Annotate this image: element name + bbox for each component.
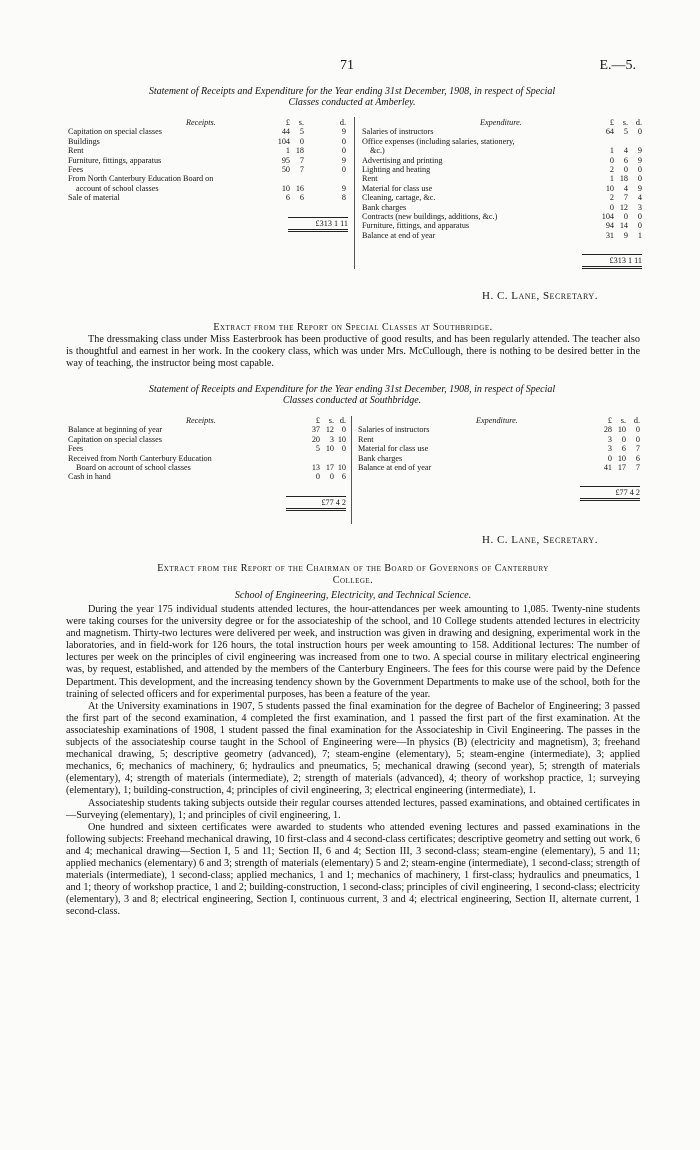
amount-d: 3 [637, 202, 642, 212]
table-row [358, 463, 640, 472]
row-label: &c.) [370, 146, 385, 156]
amount-s: 6 [299, 193, 304, 203]
amount-l: 6 [285, 193, 290, 203]
amberley-receipts-table [68, 118, 348, 232]
row-label: Furniture, fittings, apparatus [68, 155, 162, 165]
table-row [362, 165, 642, 174]
southbridge-report-heading: Extract from the Report on Special Classes at Southbridge. [213, 322, 493, 333]
table-row [68, 472, 346, 481]
table-row [68, 146, 348, 155]
currency-s-header: s. [298, 118, 304, 127]
amount-l: 64 [605, 127, 614, 137]
amount-l: 0 [609, 155, 614, 165]
total-amount: £77 4 2 [615, 488, 640, 498]
total-amount: £313 1 11 [315, 218, 348, 228]
row-label: Cleaning, cartage, &c. [362, 193, 436, 203]
paragraph: At the University examinations in 1907, 5 students passed the final examination for the degree of Bachelor of Engineering; 3 passed the first part of the second examination, 4 completed the first examination, and 1 passed the first part of the first examination. At the associateship examinations of 1908, 1 student passed the final examination for the Associateship in Civil Engineering. The passes in the subjects of the associateship course taught in the School of Engineering were—In physics (B) (electricity and magnetism), 3; freehand mechanical drawing, 5; descriptive geometry (advanced), 7; steam-engine (elementary), 5; steam-engine (intermediate), 3; applied mechanics, 6; mechanics of machinery, 6; hydraulics and pneumatics, 5; mechanical drawing (second year), 5; strength of materials (elementary), 4; strength of materials (intermediate), 2; strength of materials (advanced), 4; theory of workshop practice, 1; surveying (elementary), 1; building-construction, 4; principles of civil engineering, 3; electrical engineering (intermediate), 1. [66, 700, 640, 797]
amount-l: 95 [281, 155, 290, 165]
row-label: From North Canterbury Education Board on [68, 174, 214, 184]
row-label: Salaries of instructors [362, 127, 434, 137]
amount-s: 0 [299, 136, 304, 146]
table-header-row [68, 416, 346, 425]
amount-d: 10 [337, 434, 346, 444]
row-label: Material for class use [358, 444, 429, 454]
amount-s: 9 [623, 230, 628, 240]
table-row [362, 212, 642, 221]
amount-s: 7 [623, 193, 628, 203]
row-label: Rent [362, 174, 378, 184]
amount-d: 6 [635, 453, 640, 463]
amount-d: 9 [341, 127, 346, 137]
currency-l-header: £ [609, 118, 614, 127]
row-label: Balance at beginning of year [68, 425, 163, 435]
table-row [358, 435, 640, 444]
currency-s-header: s. [622, 118, 628, 127]
amount-l: 31 [605, 230, 614, 240]
amount-d: 0 [637, 164, 642, 174]
amount-d: 0 [637, 127, 642, 137]
row-label: account of school classes [76, 183, 159, 193]
row-label: Bank charges [362, 202, 407, 212]
row-label: Bank charges [358, 453, 403, 463]
row-label: Contracts (new buildings, additions, &c.) [362, 211, 498, 221]
amount-d: 4 [637, 193, 642, 203]
total-amount: £77 4 2 [321, 497, 346, 507]
amount-s: 7 [299, 164, 304, 174]
amount-l: 3 [607, 444, 612, 454]
paragraph: During the year 175 individual students attended lectures, the hour-attendances per week amounting to 1,085. Twenty-nine students were taking courses for the university degree or for the associateship of the school, and 10 College students attended lectures in electricity and magnetism. Thirty-two lectures were delivered per week, and instruction was given in drawing and designing, experimental work in the laboratories, and in field-work for 126 hours, the total instruction hours per week amounting to 158. Additional lectures: The number of lectures per week on the principles of civil engineering was increased from one to two. A special course in military electrical engineering was, by request, established, and attended by the members of the Canterbury Engineers. The fees for this course were paid by the Defence Department. This development, and the increasing tendency shown by the Government Departments to make use of the school, both for the training of selected officers and for experimental purposes, has been a feature of the year. [66, 604, 640, 700]
amount-d: 0 [637, 221, 642, 231]
total-row [582, 254, 642, 269]
amount-s: 16 [295, 183, 304, 193]
college-report-body [66, 604, 640, 918]
table-row [68, 435, 346, 444]
southbridge-signature: H. C. Lane, Secretary. [482, 534, 598, 546]
amount-d: 0 [341, 164, 346, 174]
row-label: Material for class use [362, 183, 433, 193]
row-label: Fees [68, 444, 84, 454]
amount-s: 17 [325, 462, 334, 472]
amount-d: 9 [341, 183, 346, 193]
amount-s: 14 [619, 221, 628, 231]
column-heading: Receipts. [186, 416, 216, 425]
table-header-row [68, 118, 348, 127]
amount-d: 0 [635, 425, 640, 435]
amberley-statement-title: Statement of Receipts and Expenditure for the Year ending 31st December, 1908, in respect of Special Classes conducted at Amberley. [148, 86, 556, 108]
currency-l-header: £ [607, 416, 612, 425]
table-row [362, 174, 642, 183]
table-divider [351, 416, 352, 524]
row-label: Rent [68, 146, 84, 156]
amount-d: 6 [341, 472, 346, 482]
amount-l: 1 [285, 146, 290, 156]
amberley-signature: H. C. Lane, Secretary. [482, 290, 598, 302]
table-row [362, 127, 642, 136]
row-label: Buildings [68, 136, 100, 146]
total-amount: £313 1 11 [609, 256, 642, 266]
amount-d: 8 [341, 193, 346, 203]
table-row [362, 193, 642, 202]
amount-s: 6 [621, 444, 626, 454]
table-row [362, 146, 642, 155]
amount-s: 10 [617, 425, 626, 435]
row-label: Office expenses (including salaries, stationery, [362, 136, 515, 146]
amount-s: 0 [623, 211, 628, 221]
table-row [362, 156, 642, 165]
table-row [68, 444, 346, 453]
amount-l: 37 [311, 425, 320, 435]
row-label: Capitation on special classes [68, 127, 162, 137]
amount-d: 1 [637, 230, 642, 240]
amount-s: 6 [623, 155, 628, 165]
currency-d-header: d. [635, 118, 642, 127]
amount-s: 18 [619, 174, 628, 184]
table-row [68, 425, 346, 434]
table-row [362, 221, 642, 230]
column-heading: Expenditure. [480, 118, 522, 127]
amount-s: 10 [325, 444, 334, 454]
row-label: Board on account of school classes [76, 462, 191, 472]
table-divider [354, 117, 355, 269]
amount-s: 7 [299, 155, 304, 165]
table-row [358, 454, 640, 463]
amount-s: 17 [617, 462, 626, 472]
column-heading: Expenditure. [476, 416, 518, 425]
table-row [68, 193, 348, 202]
amount-l: 104 [601, 211, 614, 221]
amount-l: 0 [607, 453, 612, 463]
amount-l: 1 [609, 174, 614, 184]
amount-s: 4 [623, 183, 628, 193]
row-label: Capitation on special classes [68, 434, 162, 444]
amberley-expenditure-table [362, 118, 642, 269]
amount-l: 104 [277, 136, 290, 146]
row-label: Advertising and printing [362, 155, 443, 165]
table-row [68, 454, 346, 463]
total-row [288, 217, 348, 232]
row-label: Furniture, fittings, and apparatus [362, 221, 470, 231]
total-row [580, 486, 640, 501]
college-report-subheading: School of Engineering, Electricity, and Technical Science. [234, 590, 472, 601]
amount-d: 9 [341, 155, 346, 165]
southbridge-receipts-table [68, 416, 346, 511]
table-row [362, 137, 642, 146]
table-header-row [358, 416, 640, 425]
currency-l-header: £ [315, 416, 320, 425]
table-row [358, 425, 640, 434]
amount-s: 0 [329, 472, 334, 482]
amount-s: 5 [299, 127, 304, 137]
amount-s: 0 [621, 434, 626, 444]
currency-d-header: d. [633, 416, 640, 425]
amount-d: 0 [341, 146, 346, 156]
amount-l: 2 [609, 193, 614, 203]
amount-s: 0 [623, 164, 628, 174]
table-row [68, 137, 348, 146]
amount-d: 9 [637, 146, 642, 156]
amount-d: 0 [635, 434, 640, 444]
amount-l: 10 [605, 183, 614, 193]
amount-s: 18 [295, 146, 304, 156]
amount-s: 5 [623, 127, 628, 137]
currency-s-header: s. [328, 416, 334, 425]
college-report-heading: Extract from the Report of the Chairman of the Board of Governors of Canterbury College. [157, 563, 549, 586]
currency-s-header: s. [620, 416, 626, 425]
currency-d-header: d. [339, 118, 346, 127]
amount-d: 0 [341, 425, 346, 435]
currency-d-header: d. [339, 416, 346, 425]
amount-s: 3 [329, 434, 334, 444]
amount-s: 4 [623, 146, 628, 156]
table-row [68, 127, 348, 136]
amount-d: 0 [637, 211, 642, 221]
amount-l: 44 [281, 127, 290, 137]
paragraph: One hundred and sixteen certificates were awarded to students who attended evening lectures and passed examinations in the following subjects: Freehand mechanical drawing, 10 first-class and 4 second-class certificates; descriptive geometry and setting out work, 6 and 4; mechanical drawing—Section I, 5 and 11; Section II, 6 and 4; Section III, 3 second-class; steam-engine (elementary), 5 and 11; applied mechanics (elementary) 6 and 3; strength of materials (elementary) 5 and 2; steam-engine (intermediate), 1 second-class; strength of materials (intermediate), 1 second-class; applied mechanics, 1 and 1; mechanics of machinery, 1 first-class; hydraulics and pneumatics, 1 and 1; theory of workshop practice, 1 and 2; building-construction, 1 second-class; principles of civil engineering, 1 second-class; electricity (elementary), 3 and 8; electrical engineering, Section I, continuous current, 3 and 4; electrical engineering, Section II, alternate current, 1 second-class. [66, 821, 641, 918]
row-label: Received from North Canterbury Education [68, 453, 212, 463]
amount-l: 0 [609, 202, 614, 212]
amount-l: 28 [603, 425, 612, 435]
southbridge-statement-title: Statement of Receipts and Expenditure for the Year ending 31st December, 1908, in respect of Special Classes conducted at Southbridge. [148, 384, 556, 406]
total-row [286, 496, 346, 511]
amount-d: 9 [637, 183, 642, 193]
amount-d: 0 [341, 444, 346, 454]
amount-l: 3 [607, 434, 612, 444]
amount-l: 1 [609, 146, 614, 156]
row-label: Sale of material [68, 193, 120, 203]
table-row [68, 184, 348, 193]
page-number: 71 [340, 58, 354, 73]
row-label: Lighting and heating [362, 164, 431, 174]
table-row [362, 231, 642, 240]
table-row [68, 463, 346, 472]
amount-l: 5 [315, 444, 320, 454]
southbridge-report-text: The dressmaking class under Miss Easterbrook has been productive of good results, and has been regularly attended. The teacher also is thoughtful and earnest in her work. In the cookery class, which was under Mrs. McCullough, there is nothing to be desired better in the way of teaching, the instructor being most capable. [66, 334, 640, 370]
table-row [68, 165, 348, 174]
row-label: Salaries of instructors [358, 425, 430, 435]
amount-d: 7 [635, 462, 640, 472]
table-row [358, 444, 640, 453]
table-row [362, 184, 642, 193]
amount-l: 50 [281, 164, 290, 174]
column-heading: Receipts. [186, 118, 216, 127]
amount-s: 12 [325, 425, 334, 435]
row-label: Fees [68, 164, 84, 174]
section-code: E.—5. [599, 58, 636, 73]
amount-l: 2 [609, 164, 614, 174]
amount-l: 10 [281, 183, 290, 193]
amount-d: 9 [637, 155, 642, 165]
amount-d: 0 [637, 174, 642, 184]
amount-l: 0 [315, 472, 320, 482]
currency-l-header: £ [285, 118, 290, 127]
amount-s: 12 [619, 202, 628, 212]
table-row [362, 203, 642, 212]
amount-d: 10 [337, 462, 346, 472]
table-row [68, 174, 348, 183]
amount-l: 20 [311, 434, 320, 444]
amount-l: 41 [603, 462, 612, 472]
row-label: Balance at end of year [362, 230, 436, 240]
amount-l: 13 [311, 462, 320, 472]
paragraph: Associateship students taking subjects outside their regular courses attended lectures, passed examinations, and obtained certificates in—Surveying (elementary), 1; and principles of civil engineering, 1. [66, 797, 640, 821]
table-row [68, 156, 348, 165]
row-label: Balance at end of year [358, 462, 432, 472]
amount-s: 10 [617, 453, 626, 463]
amount-d: 7 [635, 444, 640, 454]
amount-l: 94 [605, 221, 614, 231]
table-header-row [362, 118, 642, 127]
amount-d: 0 [341, 136, 346, 146]
row-label: Cash in hand [68, 472, 111, 482]
row-label: Rent [358, 434, 374, 444]
southbridge-expenditure-table [358, 416, 640, 501]
